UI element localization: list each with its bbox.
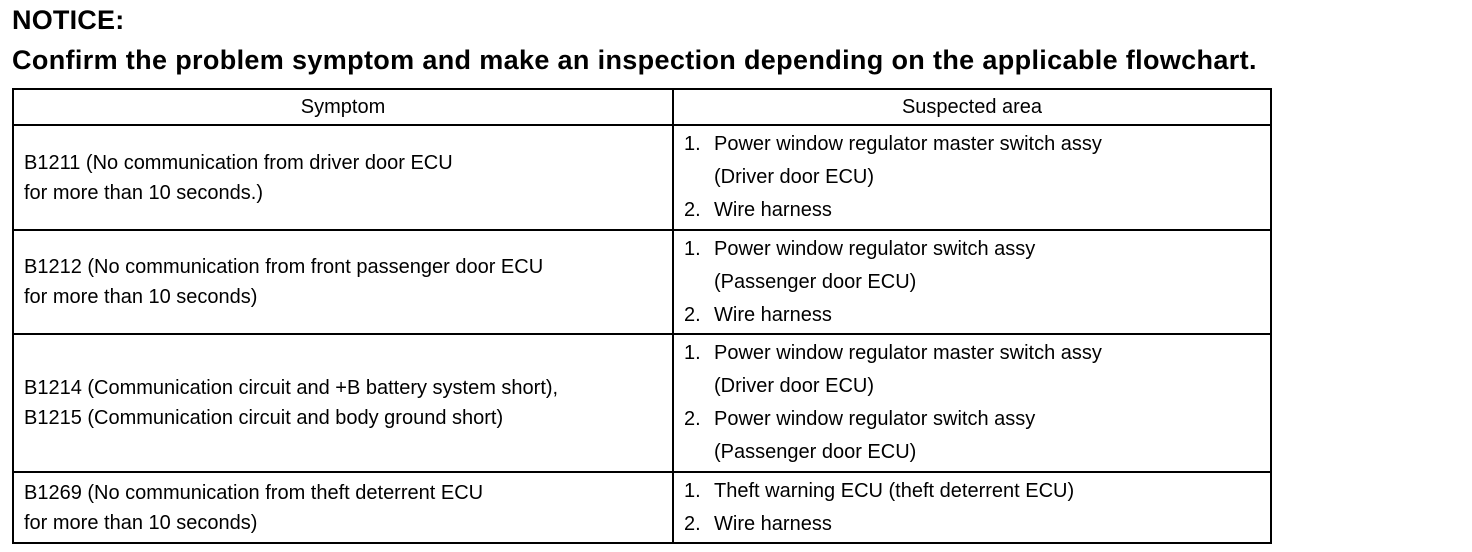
suspected-area-list	[674, 128, 1270, 227]
symptom-cell	[13, 334, 673, 472]
symptom-line: for more than 10 seconds)	[24, 511, 258, 534]
list-item-text: Wire harness	[714, 512, 832, 535]
suspected-area-list	[674, 475, 1270, 541]
symptom-table	[12, 88, 1272, 544]
table-row	[13, 472, 1271, 543]
symptom-cell	[13, 125, 673, 230]
list-item	[684, 403, 1270, 469]
suspected-area-cell	[673, 230, 1271, 334]
list-item-subtext: (Driver door ECU)	[714, 375, 875, 397]
list-item-subtext: (Driver door ECU)	[714, 166, 875, 188]
list-item-text: Wire harness	[714, 303, 832, 326]
symptom-cell	[13, 230, 673, 334]
suspected-area-list	[674, 337, 1270, 469]
table-row	[13, 334, 1271, 472]
symptom-line: for more than 10 seconds)	[24, 286, 258, 308]
table-row	[13, 125, 1271, 230]
list-item-number: 2.	[684, 408, 701, 430]
list-item-number: 1.	[684, 342, 701, 364]
list-item	[684, 299, 1270, 332]
list-item-text: Theft warning ECU (theft deterrent ECU)	[714, 479, 1075, 502]
list-item-text: Power window regulator switch assy	[714, 408, 1036, 430]
list-item-subtext: (Passenger door ECU)	[714, 441, 917, 463]
notice-text: Confirm the problem symptom and make an inspection depending on the applicable flowchart.	[12, 45, 1257, 75]
list-item-text: Power window regulator master switch assy	[714, 133, 1102, 155]
symptom-cell	[13, 472, 673, 543]
list-item	[684, 337, 1270, 403]
list-item	[684, 475, 1270, 508]
list-item	[684, 128, 1270, 194]
symptom-line: B1215 (Communication circuit and body ground short)	[24, 407, 504, 429]
list-item	[684, 233, 1270, 299]
list-item-number: 1.	[684, 479, 701, 502]
symptom-line: B1211 (No communication from driver door ECU	[24, 151, 453, 174]
column-header-suspected-area: Suspected area	[673, 89, 1271, 125]
table-row	[13, 230, 1271, 334]
table-header-row	[13, 89, 1271, 125]
symptom-line: B1214 (Communication circuit and +B battery system short),	[24, 377, 559, 399]
symptom-line: for more than 10 seconds.)	[24, 181, 264, 204]
list-item-subtext: (Passenger door ECU)	[714, 270, 917, 293]
suspected-area-cell	[673, 334, 1271, 472]
list-item-number: 2.	[684, 199, 701, 221]
list-item-number: 2.	[684, 303, 701, 326]
list-item-number: 2.	[684, 512, 701, 535]
symptom-line: B1269 (No communication from theft deterrent ECU	[24, 481, 484, 504]
list-item-number: 1.	[684, 237, 701, 260]
suspected-area-list	[674, 233, 1270, 332]
symptom-line: B1212 (No communication from front passenger door ECU	[24, 256, 544, 278]
list-item	[684, 508, 1270, 541]
suspected-area-cell	[673, 472, 1271, 543]
list-item-number: 1.	[684, 133, 701, 155]
suspected-area-cell	[673, 125, 1271, 230]
column-header-symptom: Symptom	[13, 89, 673, 125]
list-item	[684, 194, 1270, 227]
list-item-text: Wire harness	[714, 199, 832, 221]
list-item-text: Power window regulator switch assy	[714, 237, 1036, 260]
list-item-text: Power window regulator master switch assy	[714, 342, 1102, 364]
notice-title: NOTICE:	[12, 5, 125, 35]
